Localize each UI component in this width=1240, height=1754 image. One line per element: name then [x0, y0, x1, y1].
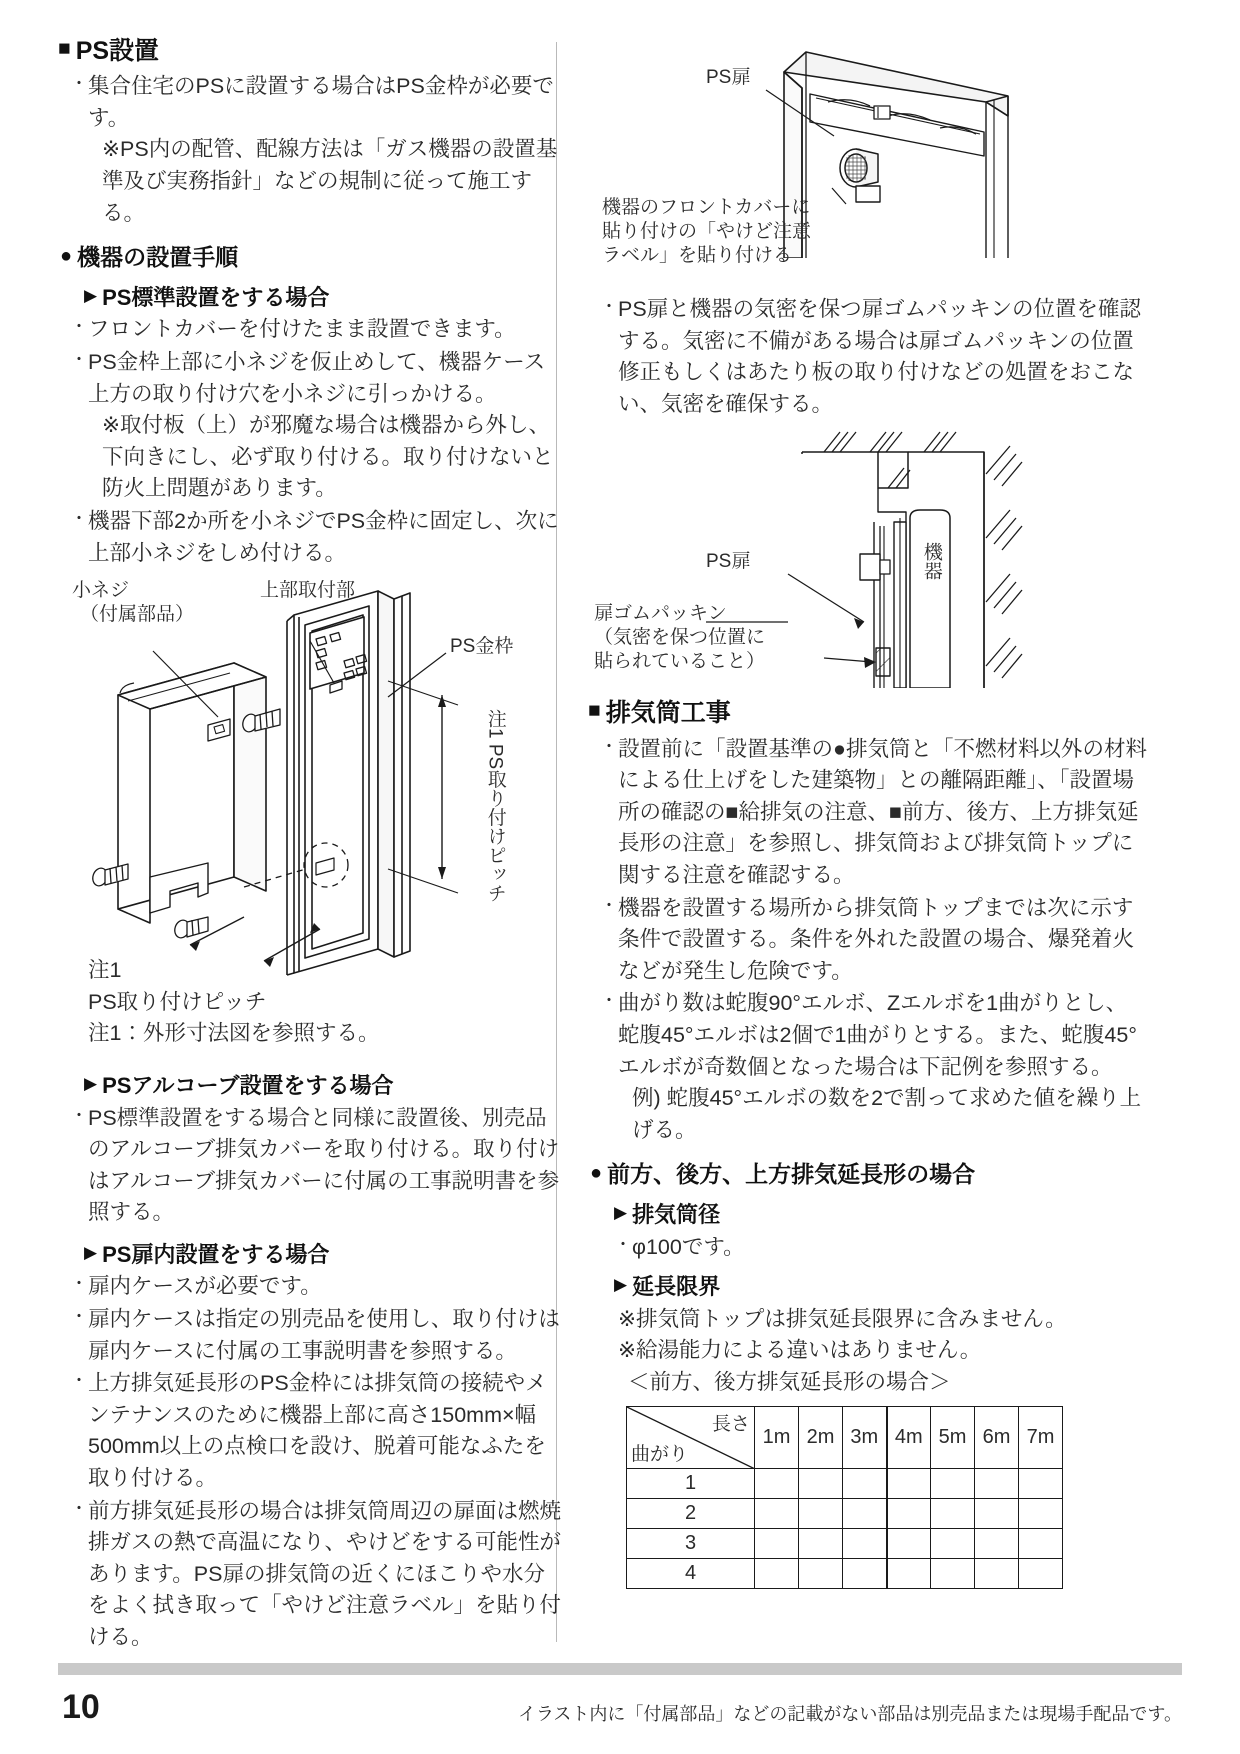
- list-item-text: 設置前に「設置基準の●排気筒と「不燃材料以外の材料による仕上げをした建築物」との離隔距離」、「設置場所の確認の■給排気の注意、■前方、後方、上方排気延長形の注意」を参照し、排気筒および排気筒トップに関する注意を確認する。: [618, 736, 1147, 887]
- table-cell: [887, 1499, 931, 1529]
- label-ps-door-section: PS扉: [706, 551, 751, 573]
- circle-marker-icon: ●: [60, 245, 73, 268]
- heading-install-procedure: [60, 243, 566, 272]
- table-cell: [799, 1499, 843, 1529]
- table-cell: [931, 1499, 975, 1529]
- table-cell: [755, 1499, 799, 1529]
- heading-ps-alcove-label: PSアルコーブ設置をする場合: [102, 1073, 394, 1098]
- list-item: [70, 1304, 566, 1367]
- bullet-dot-icon: ・: [70, 317, 88, 337]
- list-item: [70, 1103, 566, 1229]
- table-row-header: 4: [627, 1559, 755, 1589]
- table-cell: [975, 1499, 1019, 1529]
- list-item-text: 上方排気延長形のPS金枠には排気筒の接続やメンテナンスのために機器上部に高さ150mm×幅500mm以上の点検口を設け、脱着可能なふたを取り付ける。: [88, 1371, 547, 1490]
- table-col-header: 6m: [975, 1407, 1019, 1469]
- table-cell: [931, 1529, 975, 1559]
- list-item: [70, 1496, 566, 1654]
- extension-limit-table: [626, 1406, 1063, 1589]
- bullet-dot-icon: ・: [600, 736, 618, 756]
- heading-ps-indoor-label: PS扉内設置をする場合: [102, 1241, 330, 1267]
- note-hotwater-capacity: ※給湯能力による違いはありません。: [618, 1338, 982, 1363]
- heading-ps-standard: [84, 284, 566, 312]
- label-burn-warning-line1: 機器のフロントカバーに: [602, 197, 811, 218]
- bullet-dot-icon: ・: [70, 1371, 88, 1391]
- table-row-header: 2: [627, 1499, 755, 1529]
- circle-marker-icon: ●: [590, 1162, 603, 1185]
- list-item-text: PS標準設置をする場合と同様に設置後、別売品のアルコーブ排気カバーを取り付ける。取り付けはアルコーブ排気カバーに付属の工事説明書を参照する。: [88, 1105, 560, 1225]
- table-row-header: 3: [627, 1529, 755, 1559]
- heading-exhaust-diameter: [614, 1201, 1148, 1229]
- table-cell: [843, 1469, 887, 1499]
- list-item-text: 集合住宅のPSに設置する場合はPS金枠が必要です。: [88, 74, 554, 130]
- bullet-dot-icon: ・: [70, 509, 88, 529]
- figure-caption-pitch: PS取り付けピッチ: [88, 989, 267, 1014]
- table-cell: [799, 1469, 843, 1499]
- table-cell: [799, 1529, 843, 1559]
- figure-cross-section: [588, 426, 1148, 688]
- triangle-marker-icon: ▶: [614, 1203, 628, 1223]
- extension-limit-table-wrap: [626, 1406, 1148, 1589]
- table-row-header: 1: [627, 1469, 755, 1499]
- table-cell: [755, 1529, 799, 1559]
- note-ps-piping: ※PS内の配管、配線方法は「ガス機器の設置基準及び実務指針」などの規制に従って施工する。: [102, 137, 558, 225]
- right-column: [588, 36, 1148, 1589]
- triangle-marker-icon: ▶: [84, 1074, 98, 1093]
- triangle-marker-icon: ▶: [84, 1242, 98, 1262]
- table-row: [627, 1559, 1063, 1589]
- table-cell: [887, 1559, 931, 1589]
- label-ps-frame: PS金枠: [450, 636, 514, 658]
- bullet-dot-icon: ・: [70, 1274, 88, 1294]
- heading-exhaust-work: [588, 698, 1148, 729]
- bullet-dot-icon: ・: [70, 1105, 88, 1125]
- list-item: [70, 1368, 566, 1494]
- bullet-dot-icon: ・: [70, 350, 88, 370]
- table-cell: [843, 1559, 887, 1589]
- label-ps-door: PS扉: [706, 67, 751, 88]
- list-item: [70, 314, 566, 346]
- figure-caption-note1: 注1: [88, 958, 122, 983]
- label-gasket-line3: 貼られていること）: [594, 651, 766, 673]
- figure-ps-mounting: [58, 577, 566, 977]
- heading-ps-indoor: [84, 1241, 566, 1269]
- table-cell: [931, 1559, 975, 1589]
- table-col-header: 4m: [887, 1407, 931, 1469]
- label-gasket-line1: 扉ゴムパッキン: [594, 603, 727, 625]
- heading-direction-types-label: 前方、後方、上方排気延長形の場合: [607, 1161, 976, 1188]
- bullet-dot-icon: ・: [600, 297, 618, 316]
- table-cell: [755, 1469, 799, 1499]
- list-item: [70, 347, 566, 410]
- table-cell: [843, 1529, 887, 1559]
- triangle-marker-icon: ▶: [84, 285, 98, 305]
- list-item: [600, 294, 1148, 420]
- list-item: [70, 506, 566, 569]
- figure-ps-door: [588, 36, 1148, 266]
- heading-exhaust-work-label: 排気筒工事: [605, 699, 731, 728]
- table-cell: [755, 1559, 799, 1589]
- table-corner-length-label: 長さ: [711, 1414, 750, 1436]
- heading-extension-limit-label: 延長限界: [632, 1274, 721, 1300]
- list-item-text: 扉内ケースが必要です。: [88, 1274, 322, 1299]
- list-item-text: 機器を設置する場所から排気筒トップまでは次に示す条件で設置する。条件を外れた設置の場合、爆発着火などが発生し危険です。: [618, 895, 1135, 983]
- page-number: 10: [62, 1688, 100, 1726]
- list-item-text: 曲がり数は蛇腹90°エルボ、Zエルボを1曲がりとし、蛇腹45°エルボは2個で1曲がりとする。また、蛇腹45°エルボが奇数個となった場合は下記例を参照する。: [618, 991, 1137, 1079]
- table-col-header: 7m: [1019, 1407, 1063, 1469]
- label-upper-mount: 上部取付部: [260, 580, 356, 602]
- table-cell: [799, 1559, 843, 1589]
- table-col-header: 5m: [931, 1407, 975, 1469]
- table-col-header: 1m: [755, 1407, 799, 1469]
- note-elbow-example: 例) 蛇腹45°エルボの数を2で割って求めた値を繰り上げる。: [632, 1086, 1142, 1142]
- table-cell: [1019, 1529, 1063, 1559]
- table-cell: [887, 1469, 931, 1499]
- bullet-dot-icon: ・: [600, 991, 618, 1011]
- bullet-dot-icon: ・: [600, 895, 618, 915]
- list-item: [600, 988, 1148, 1083]
- table-cell: [1019, 1499, 1063, 1529]
- label-burn-warning-line2: 貼り付けの「やけど注意: [602, 221, 812, 242]
- list-item-text: φ100です。: [632, 1234, 745, 1259]
- bullet-dot-icon: ・: [614, 1234, 632, 1254]
- bullet-dot-icon: ・: [70, 1306, 88, 1326]
- list-item: [614, 1232, 1148, 1264]
- heading-exhaust-diameter-label: 排気筒径: [632, 1202, 721, 1228]
- note-exhaust-top: ※排気筒トップは排気延長限界に含みません。: [618, 1306, 1067, 1331]
- table-cell: [1019, 1559, 1063, 1589]
- label-small-screw: 小ネジ: [72, 580, 130, 602]
- heading-install-procedure-label: 機器の設置手順: [77, 244, 239, 271]
- table-caption: ＜前方、後方排気延長形の場合＞: [628, 1369, 951, 1394]
- label-gasket-line2: （気密を保つ位置に: [594, 627, 766, 649]
- list-item: [70, 1271, 566, 1303]
- table-cell: [843, 1499, 887, 1529]
- square-marker-icon: ■: [588, 699, 601, 723]
- heading-direction-types: [590, 1160, 1148, 1189]
- label-ps-pitch-vertical: 注1 PS取り付けピッチ: [484, 709, 506, 903]
- table-row: [627, 1529, 1063, 1559]
- table-cell: [975, 1559, 1019, 1589]
- list-item: [600, 893, 1148, 988]
- list-item-text: PS扉と機器の気密を保つ扉ゴムパッキンの位置を確認する。気密に不備がある場合は扉ゴムパッキンの位置修正もしくはあたり板の取り付けなどの処置をおこない、気密を確保する。: [618, 297, 1141, 416]
- label-device: 機器: [920, 542, 942, 581]
- heading-ps-install-label: PS設置: [75, 37, 160, 65]
- table-row: [627, 1499, 1063, 1529]
- triangle-marker-icon: ▶: [614, 1275, 628, 1295]
- list-item-text: フロントカバーを付けたまま設置できます。: [88, 317, 516, 342]
- table-corner-header: [627, 1407, 755, 1469]
- list-item-text: 扉内ケースは指定の別売品を使用し、取り付けは扉内ケースに付属の工事説明書を参照する。: [88, 1306, 560, 1363]
- table-col-header: 3m: [843, 1407, 887, 1469]
- table-header-row: [627, 1407, 1063, 1469]
- left-column: [58, 36, 566, 1654]
- figure-caption-ref: 注1：外形寸法図を参照する。: [88, 1021, 380, 1046]
- list-item: [600, 734, 1148, 892]
- heading-extension-limit: [614, 1273, 1148, 1301]
- table-cell: [975, 1469, 1019, 1499]
- heading-ps-install: [58, 36, 566, 67]
- table-cell: [931, 1469, 975, 1499]
- footer-note: イラスト内に「付属部品」などの記載がない部品は別売品または現場手配品です。: [517, 1704, 1182, 1724]
- list-item-text: 機器下部2か所を小ネジでPS金枠に固定し、次に上部小ネジをしめ付ける。: [88, 509, 559, 565]
- bullet-dot-icon: ・: [70, 74, 88, 94]
- bullet-dot-icon: ・: [70, 1498, 88, 1518]
- list-item-text: 前方排気延長形の場合は排気筒周辺の扉面は燃焼排ガスの熱で高温になり、やけどをする可能性があります。PS扉の排気筒の近くにほこりや水分をよく拭き取って「やけど注意ラベル」を貼り付ける。: [88, 1498, 562, 1649]
- square-marker-icon: ■: [58, 37, 71, 60]
- table-col-header: 2m: [799, 1407, 843, 1469]
- table-cell: [1019, 1469, 1063, 1499]
- list-item-text: PS金枠上部に小ネジを仮止めして、機器ケース上方の取り付け穴を小ネジに引っかける。: [88, 350, 546, 406]
- footer-divider: [58, 1663, 1182, 1675]
- heading-ps-standard-label: PS標準設置をする場合: [102, 284, 330, 310]
- note-mounting-plate: ※取付板（上）が邪魔な場合は機器から外し、下向きにし、必ず取り付ける。取り付けないと防火上問題があります。: [102, 413, 554, 501]
- table-cell: [887, 1529, 931, 1559]
- table-corner-bend-label: 曲がり: [631, 1444, 689, 1466]
- table-row: [627, 1469, 1063, 1499]
- label-small-screw-sub: （付属部品）: [80, 604, 195, 626]
- list-item: [70, 71, 566, 134]
- table-cell: [975, 1529, 1019, 1559]
- heading-ps-alcove: [84, 1072, 566, 1100]
- label-burn-warning-line3: ラベル」を貼り付ける: [602, 245, 793, 266]
